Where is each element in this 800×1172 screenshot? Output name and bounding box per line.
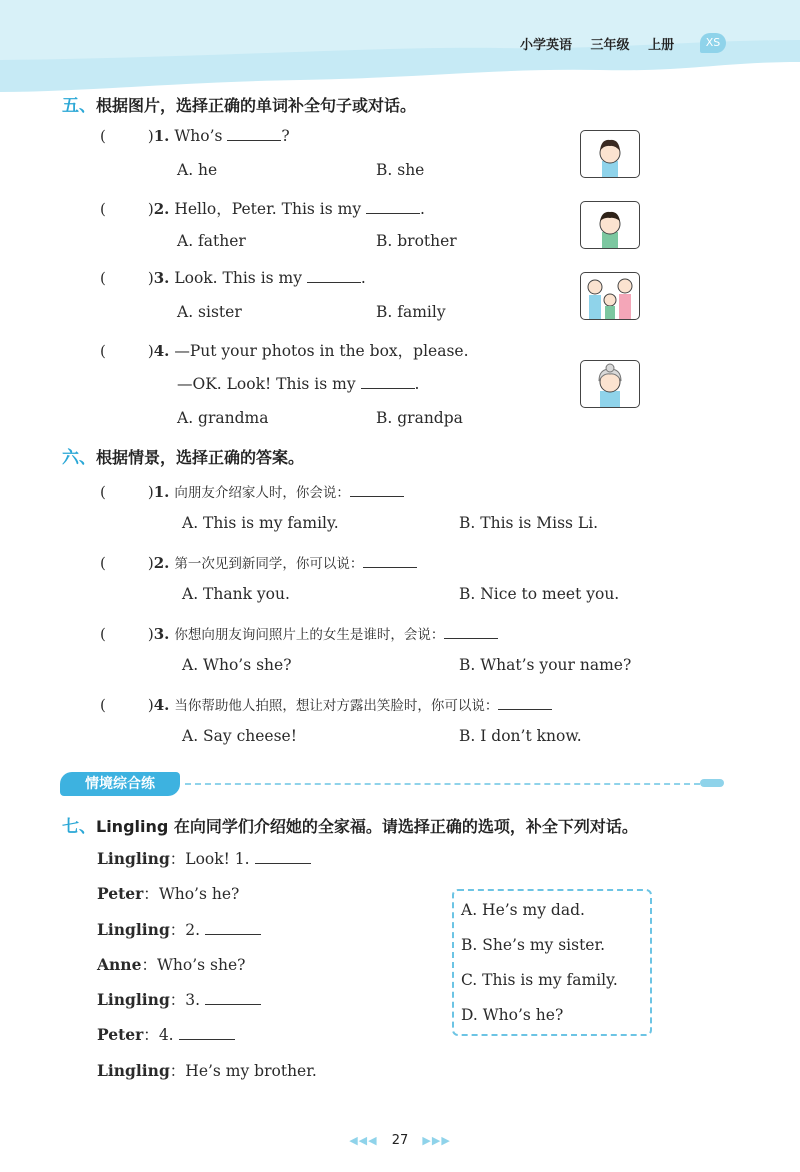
line-text: 3. — [185, 991, 201, 1009]
header-volume: 上册 — [648, 38, 675, 53]
speaker: Lingling — [97, 849, 170, 868]
answer-blank[interactable] — [366, 199, 420, 214]
question-text: 第一次见到新同学，你可以说： — [174, 556, 364, 572]
s5-q4-line2: —OK. Look! This is my . — [177, 375, 420, 393]
question-text: —Put your photos in the box，please. — [174, 342, 469, 360]
s5-q4: ( )4. —Put your photos in the box，please. — [100, 342, 469, 360]
boy-portrait-icon — [580, 130, 640, 178]
dialogue-line: Lingling：He’s my brother. — [97, 1061, 317, 1080]
dialogue-line: Lingling：3. — [97, 988, 261, 1010]
boy-portrait-icon — [580, 201, 640, 249]
s5-q2-option-b[interactable]: B. brother — [376, 232, 457, 250]
section5-number: 五、 — [62, 96, 96, 116]
xs-badge: XS — [700, 33, 726, 53]
answer-blank[interactable] — [361, 374, 415, 389]
option-a[interactable]: A. He’s my dad. — [461, 901, 585, 919]
line-text: Who’s she? — [156, 956, 246, 974]
question-text: 当你帮助他人拍照，想让对方露出笑脸时，你可以说： — [174, 698, 499, 714]
s5-q4-option-b[interactable]: B. grandpa — [376, 409, 463, 427]
speaker: Lingling — [97, 920, 170, 939]
answer-blank[interactable] — [444, 624, 498, 639]
speaker: Anne — [97, 955, 142, 974]
s6-q1-option-a[interactable]: A. This is my family. — [182, 514, 339, 532]
answer-blank[interactable] — [498, 695, 552, 710]
header-grade: 三年级 — [590, 38, 630, 53]
section6-number: 六、 — [62, 448, 96, 468]
s5-q1: ( )1. Who’s ? — [100, 127, 290, 145]
line-text: Look! 1. — [185, 850, 250, 868]
s6-q4-option-a[interactable]: A. Say cheese! — [182, 727, 297, 745]
section7-heading — [62, 812, 638, 837]
s6-q4: ( )4. 当你帮助他人拍照，想让对方露出笑脸时，你可以说： — [100, 694, 552, 714]
answer-blank[interactable] — [205, 920, 261, 935]
speaker: Lingling — [97, 1061, 170, 1080]
s6-q2-option-a[interactable]: A. Thank you. — [182, 585, 290, 603]
family-portrait-icon — [580, 272, 640, 320]
line-text: 2. — [185, 921, 201, 939]
speaker: Peter — [97, 1025, 144, 1044]
s6-q2: ( )2. 第一次见到新同学，你可以说： — [100, 552, 417, 572]
s5-q1-option-b[interactable]: B. she — [376, 161, 425, 179]
answer-blank[interactable] — [179, 1025, 235, 1040]
dialogue-line: Lingling：Look! 1. — [97, 847, 311, 869]
line-text: 4. — [158, 1026, 174, 1044]
section7-number: 七、 — [62, 817, 96, 837]
s6-q1: ( )1. 向朋友介绍家人时，你会说： — [100, 481, 404, 501]
s6-q2-option-b[interactable]: B. Nice to meet you. — [459, 585, 620, 603]
speaker: Peter — [97, 884, 144, 903]
section7-title: Lingling 在向同学们介绍她的全家福。请选择正确的选项，补全下列对话。 — [96, 817, 638, 836]
section6-title: 根据情景，选择正确的答案。 — [96, 448, 305, 467]
s5-q1-option-a[interactable]: A. he — [177, 161, 218, 179]
next-arrows-icon: ▶▶▶ — [422, 1134, 451, 1147]
line-text: Who’s he? — [158, 885, 240, 903]
section5-title: 根据图片，选择正确的单词补全句子或对话。 — [96, 96, 417, 115]
question-text-2: —OK. Look! This is my — [177, 375, 356, 393]
grandma-portrait-icon — [580, 360, 640, 408]
option-d[interactable]: D. Who’s he? — [461, 1006, 564, 1024]
answer-blank[interactable] — [350, 482, 404, 497]
s6-q3-option-a[interactable]: A. Who’s she? — [182, 656, 292, 674]
question-text: Hello，Peter. This is my — [174, 200, 362, 218]
s6-q3: ( )3. 你想向朋友询问照片上的女生是谁时，会说： — [100, 623, 498, 643]
prev-arrows-icon: ◀◀◀ — [349, 1134, 378, 1147]
s5-q3-option-b[interactable]: B. family — [376, 303, 446, 321]
section6-heading — [62, 443, 304, 468]
s6-q3-option-b[interactable]: B. What’s your name? — [459, 656, 632, 674]
section5-heading — [62, 91, 416, 116]
page-number: 27 — [391, 1133, 409, 1148]
answer-blank[interactable] — [307, 268, 361, 283]
page-footer — [0, 1133, 800, 1148]
answer-blank[interactable] — [363, 553, 417, 568]
header-subject: 小学英语 — [520, 38, 573, 53]
tag-divider-end — [700, 779, 724, 787]
question-text: Who’s — [174, 127, 223, 145]
dialogue-line: Anne：Who’s she? — [97, 955, 246, 974]
question-text: 向朋友介绍家人时，你会说： — [174, 485, 350, 501]
s5-q4-option-a[interactable]: A. grandma — [177, 409, 269, 427]
dialogue-line: Peter：Who’s he? — [97, 884, 240, 903]
tag-divider — [185, 783, 710, 785]
s6-q4-option-b[interactable]: B. I don’t know. — [459, 727, 582, 745]
option-c[interactable]: C. This is my family. — [461, 971, 618, 989]
s5-q3: ( )3. Look. This is my . — [100, 269, 366, 287]
option-b[interactable]: B. She’s my sister. — [461, 936, 606, 954]
answer-blank[interactable] — [255, 849, 311, 864]
line-text: He’s my brother. — [185, 1062, 317, 1080]
s5-q3-option-a[interactable]: A. sister — [177, 303, 242, 321]
s6-q1-option-b[interactable]: B. This is Miss Li. — [459, 514, 599, 532]
question-text: 你想向朋友询问照片上的女生是谁时，会说： — [174, 627, 445, 643]
answer-blank[interactable] — [205, 990, 261, 1005]
practice-tag: 情境综合练 — [60, 772, 180, 796]
question-text: Look. This is my — [174, 269, 302, 287]
dialogue-line: Lingling：2. — [97, 918, 261, 940]
speaker: Lingling — [97, 990, 170, 1009]
s5-q2-option-a[interactable]: A. father — [177, 232, 246, 250]
s5-q2: ( )2. Hello，Peter. This is my . — [100, 200, 425, 218]
dialogue-line: Peter：4. — [97, 1023, 235, 1045]
header-meta — [520, 34, 688, 53]
answer-blank[interactable] — [227, 126, 281, 141]
